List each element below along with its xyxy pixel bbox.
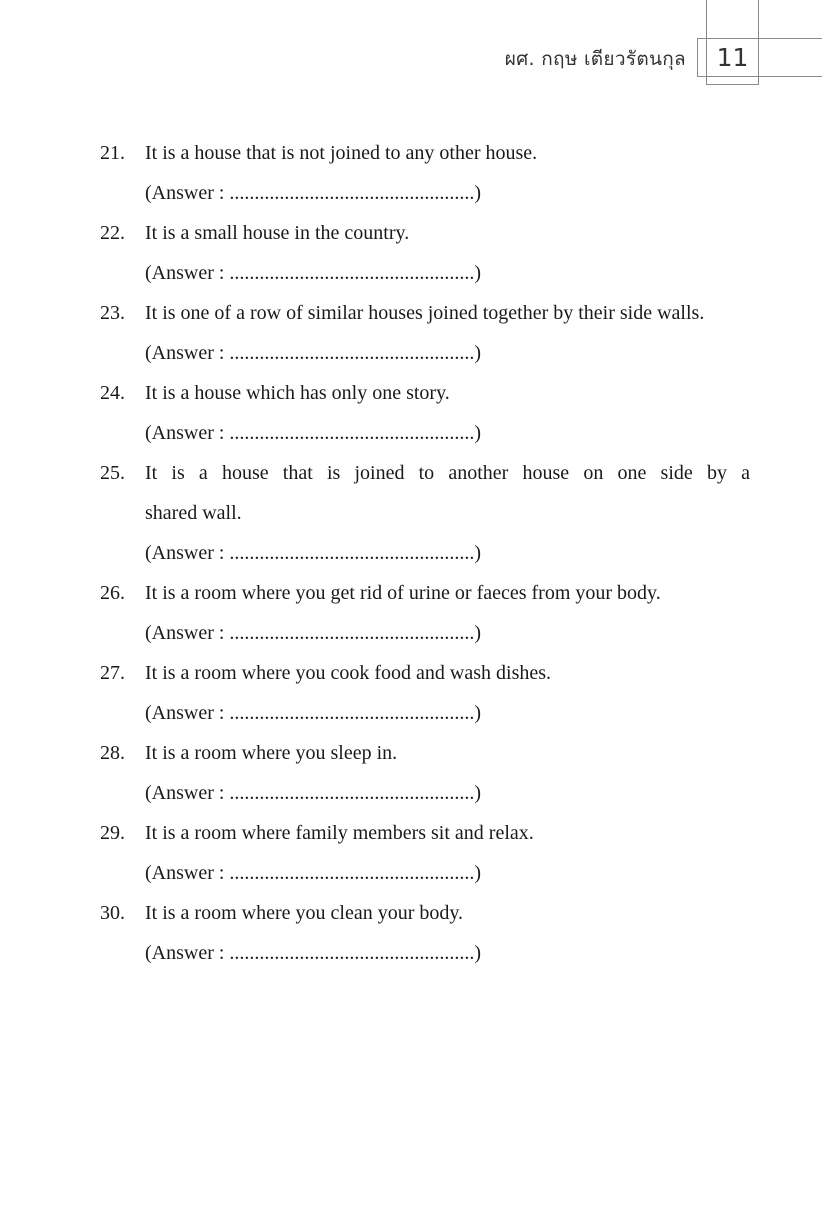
question-number: 25. (100, 462, 125, 484)
answer-blank: (Answer : .................................................) (145, 422, 482, 444)
header-rule-bottom (697, 76, 822, 77)
header-rule-top (697, 38, 822, 39)
question-number: 21. (100, 142, 125, 164)
question-number: 29. (100, 822, 125, 844)
header-frame-right-line (758, 0, 759, 85)
question-item (100, 818, 750, 898)
answer-blank: (Answer : .................................................) (145, 262, 482, 284)
question-line (100, 818, 750, 858)
question-line (100, 578, 750, 618)
question-number: 30. (100, 902, 125, 924)
header-rule-divider (697, 38, 698, 77)
question-number: 27. (100, 662, 125, 684)
question-text: It is one of a row of similar houses joined together by their side walls. (145, 302, 705, 324)
page-number: 11 (716, 43, 749, 72)
answer-blank: (Answer : .................................................) (145, 182, 482, 204)
question-text: shared wall. (145, 502, 242, 524)
question-line (100, 658, 750, 698)
question-text: It is a room where you clean your body. (145, 902, 464, 924)
answer-blank: (Answer : .................................................) (145, 942, 482, 964)
answer-blank: (Answer : .................................................) (145, 542, 482, 564)
question-item (100, 898, 750, 978)
question-line (100, 458, 750, 498)
question-list (100, 138, 750, 978)
question-text: It is a room where you cook food and wash dishes. (145, 662, 552, 684)
header-author: ผศ. กฤษ เตียวรัตนกุล (504, 48, 686, 70)
question-item (100, 138, 750, 218)
question-line (100, 898, 750, 938)
question-text: It is a house that is joined to another house on one side by a (145, 462, 750, 484)
question-line (100, 738, 750, 778)
question-number: 23. (100, 302, 125, 324)
question-line (100, 378, 750, 418)
answer-blank: (Answer : .................................................) (145, 622, 482, 644)
answer-blank: (Answer : .................................................) (145, 702, 482, 724)
question-item (100, 578, 750, 658)
question-line (100, 298, 750, 338)
question-text: It is a small house in the country. (145, 222, 410, 244)
question-item (100, 218, 750, 298)
question-text: It is a room where you get rid of urine or faeces from your body. (145, 582, 661, 604)
question-item (100, 458, 750, 578)
answer-blank: (Answer : .................................................) (145, 342, 482, 364)
question-line (100, 218, 750, 258)
header-frame-bottom-line (706, 84, 759, 85)
answer-blank: (Answer : .................................................) (145, 862, 482, 884)
question-text: It is a house which has only one story. (145, 382, 450, 404)
question-item (100, 378, 750, 458)
question-item (100, 738, 750, 818)
question-item (100, 298, 750, 378)
question-text: It is a room where you sleep in. (145, 742, 398, 764)
question-number: 22. (100, 222, 125, 244)
question-line-continued (100, 498, 750, 538)
question-text: It is a room where family members sit and relax. (145, 822, 534, 844)
question-text: It is a house that is not joined to any other house. (145, 142, 538, 164)
question-number: 28. (100, 742, 125, 764)
question-number: 24. (100, 382, 125, 404)
answer-blank: (Answer : .................................................) (145, 782, 482, 804)
question-line (100, 138, 750, 178)
question-item (100, 658, 750, 738)
question-number: 26. (100, 582, 125, 604)
